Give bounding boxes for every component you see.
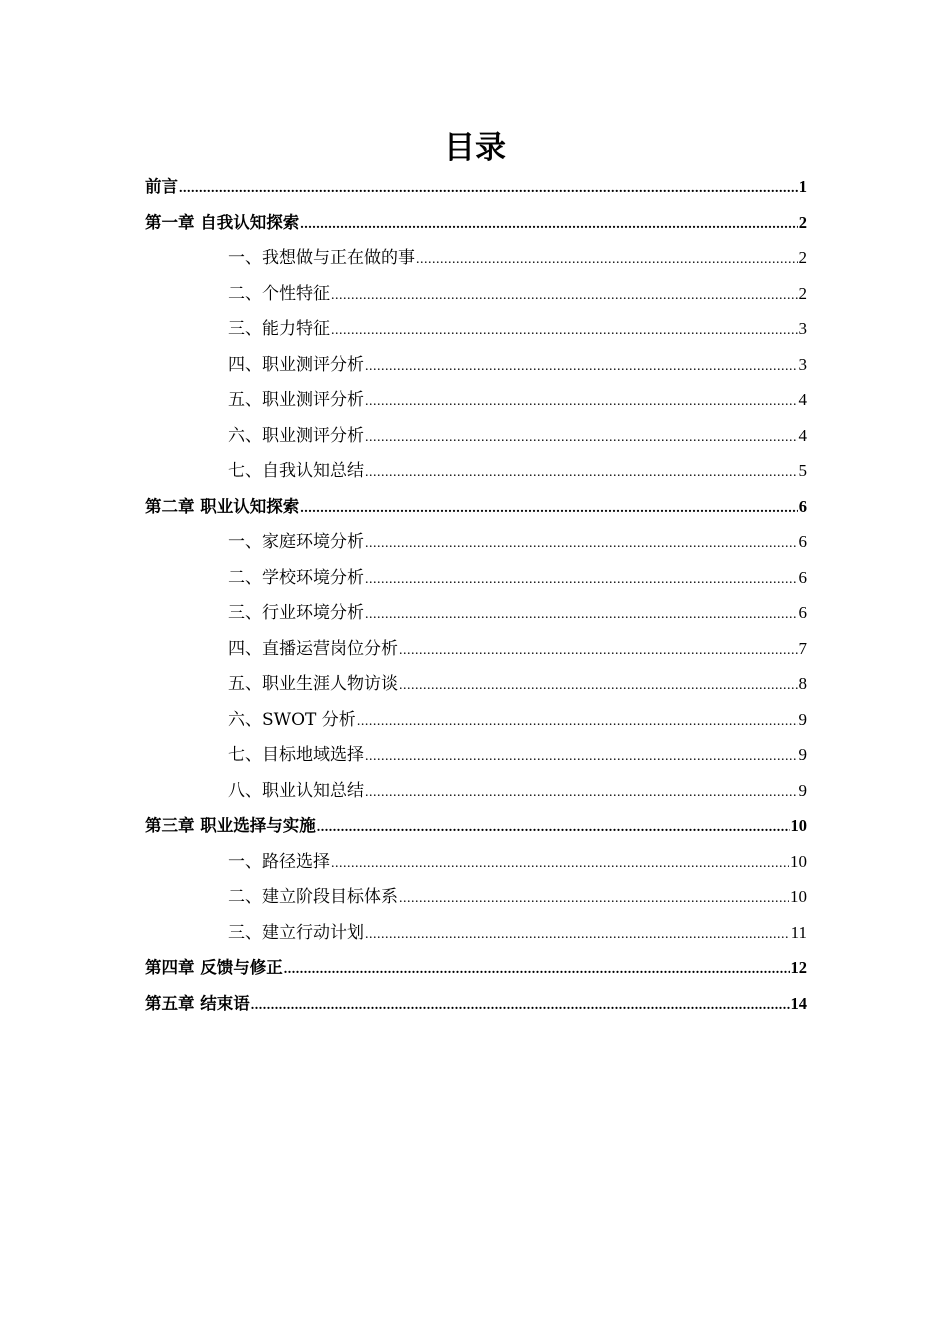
toc-chapter-entry[interactable] (145, 169, 807, 205)
toc-section-entry[interactable] (145, 240, 807, 276)
toc-entry-label: 六、职业测评分析 (228, 425, 364, 446)
toc-page-number: 8 (798, 674, 807, 693)
toc-section-entry[interactable] (145, 773, 807, 809)
toc-page-number: 4 (798, 390, 807, 409)
toc-dot-leader (331, 277, 798, 314)
toc-page-number: 6 (798, 603, 807, 622)
toc-entry-label: 四、职业测评分析 (228, 354, 364, 375)
toc-section-entry[interactable] (145, 453, 807, 489)
toc-section-entry[interactable] (145, 347, 807, 383)
toc-page-number: 10 (790, 887, 807, 906)
toc-section-entry[interactable] (145, 879, 807, 915)
toc-dot-leader (331, 312, 798, 349)
toc-page-number: 1 (798, 177, 807, 196)
toc-page-number: 2 (798, 283, 807, 303)
toc-section-entry[interactable] (145, 844, 807, 880)
toc-dot-leader (365, 419, 798, 456)
toc-page-number: 14 (790, 993, 807, 1013)
toc-chapter-entry[interactable] (145, 950, 807, 986)
toc-dot-leader (284, 950, 790, 988)
toc-dot-leader (365, 561, 798, 598)
toc-entry-label: 七、目标地域选择 (228, 745, 364, 765)
toc-entry-label: 第三章 职业选择与实施 (145, 816, 316, 835)
toc-chapter-entry[interactable] (145, 808, 807, 844)
toc-dot-leader (399, 632, 798, 669)
toc-entry-label: 八、职业认知总结 (228, 780, 364, 801)
toc-section-entry[interactable] (145, 418, 807, 454)
toc-entry-label: 三、能力特征 (228, 319, 330, 339)
toc-page-number: 2 (798, 248, 807, 267)
toc-section-entry[interactable] (145, 524, 807, 560)
toc-entry-label: 二、个性特征 (228, 283, 330, 304)
toc-entry-label: 第一章 自我认知探索 (145, 212, 300, 232)
toc-dot-leader (300, 489, 798, 527)
toc-dot-leader (365, 916, 790, 953)
toc-entry-label: 二、学校环境分析 (228, 567, 364, 588)
toc-page-number: 9 (798, 780, 807, 800)
toc-section-entry[interactable] (145, 311, 807, 347)
toc-section-entry[interactable] (145, 666, 807, 702)
toc-dot-leader (300, 205, 798, 243)
toc-section-entry[interactable] (145, 276, 807, 312)
toc-page-number: 3 (798, 354, 807, 374)
toc-page-number: 9 (798, 709, 807, 729)
toc-entry-label: 第四章 反馈与修正 (145, 958, 283, 977)
toc-page-number: 6 (798, 567, 807, 587)
toc-dot-leader (365, 348, 798, 385)
toc-entry-label: 七、自我认知总结 (228, 461, 364, 481)
toc-entry-label: 一、家庭环境分析 (228, 532, 364, 552)
toc-entry-label: 三、行业环境分析 (228, 603, 364, 623)
toc-dot-leader (179, 169, 798, 207)
toc-page-number: 4 (798, 425, 807, 445)
toc-page-number: 6 (798, 532, 807, 551)
toc-entry-label: 一、路径选择 (228, 851, 330, 872)
toc-chapter-entry[interactable] (145, 986, 807, 1022)
toc-dot-leader (251, 986, 790, 1024)
toc-title: 目录 (444, 130, 506, 166)
toc-entry-label: 第五章 结束语 (145, 993, 250, 1013)
toc-chapter-entry[interactable] (145, 205, 807, 241)
toc-dot-leader (416, 241, 798, 278)
toc-dot-leader (331, 845, 789, 882)
toc-entry-label: 五、职业测评分析 (228, 390, 364, 410)
toc-dot-leader (399, 667, 798, 704)
toc-section-entry[interactable] (145, 702, 807, 738)
toc-list (145, 169, 807, 1021)
toc-page-number: 9 (798, 745, 807, 764)
toc-entry-label: 六、SWOT 分析 (228, 709, 356, 730)
toc-section-entry[interactable] (145, 915, 807, 951)
toc-page-number: 5 (798, 461, 807, 480)
toc-entry-label: 前言 (145, 177, 178, 196)
toc-page-number: 10 (790, 851, 807, 871)
toc-page-number: 11 (790, 922, 807, 942)
toc-entry-label: 三、建立行动计划 (228, 922, 364, 943)
toc-section-entry[interactable] (145, 595, 807, 631)
toc-section-entry[interactable] (145, 382, 807, 418)
toc-page-number: 2 (798, 212, 807, 232)
toc-dot-leader (357, 703, 798, 740)
toc-dot-leader (365, 525, 798, 562)
toc-chapter-entry[interactable] (145, 489, 807, 525)
toc-entry-label: 五、职业生涯人物访谈 (228, 674, 398, 694)
toc-page-number: 6 (798, 496, 807, 516)
toc-section-entry[interactable] (145, 737, 807, 773)
toc-dot-leader (365, 738, 798, 775)
toc-dot-leader (399, 880, 789, 917)
toc-section-entry[interactable] (145, 560, 807, 596)
toc-page-number: 3 (798, 319, 807, 338)
toc-entry-label: 一、我想做与正在做的事 (228, 248, 415, 268)
toc-page-number: 12 (790, 958, 807, 977)
toc-dot-leader (365, 454, 798, 491)
toc-entry-label: 二、建立阶段目标体系 (228, 887, 398, 907)
toc-dot-leader (365, 596, 798, 633)
toc-section-entry[interactable] (145, 631, 807, 667)
toc-entry-label: 四、直播运营岗位分析 (228, 638, 398, 659)
toc-page-number: 7 (798, 638, 807, 658)
toc-dot-leader (317, 808, 790, 846)
toc-dot-leader (365, 774, 798, 811)
toc-dot-leader (365, 383, 798, 420)
toc-page-number: 10 (790, 816, 807, 835)
toc-entry-label: 第二章 职业认知探索 (145, 496, 300, 516)
